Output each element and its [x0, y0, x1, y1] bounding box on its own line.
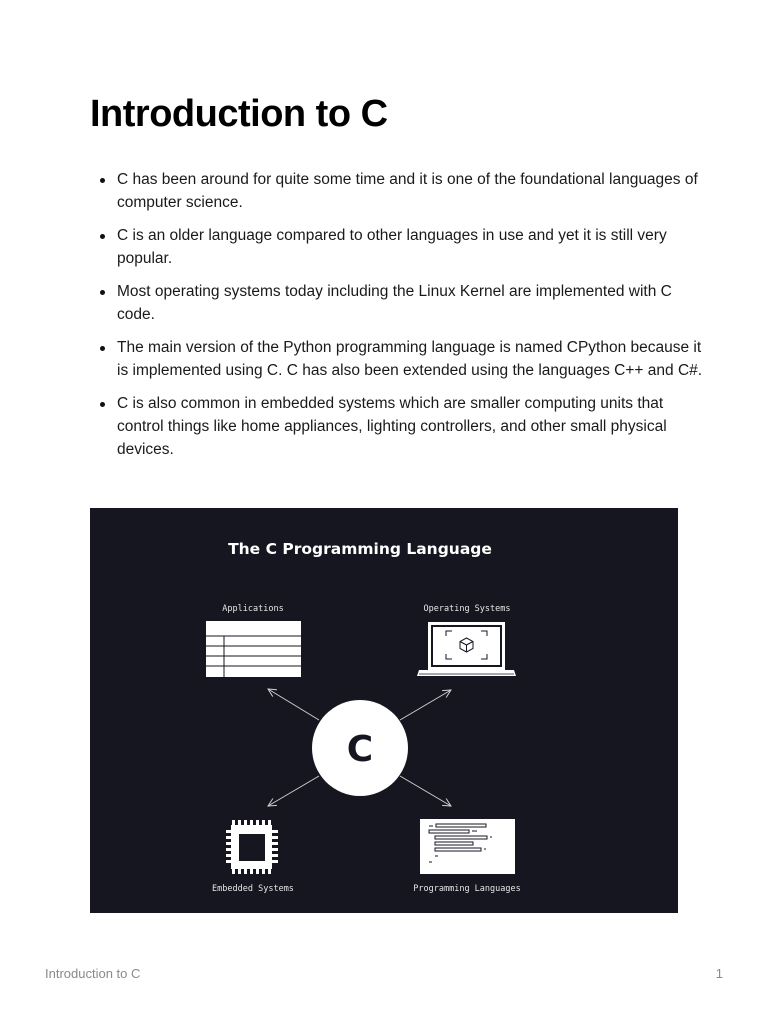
bullet-item: Most operating systems today including the Linux Kernel are implemented with C code. — [117, 280, 707, 326]
applications-label: Applications — [222, 604, 284, 614]
arrow-to-programming-languages — [400, 776, 451, 806]
programming-languages-label: Programming Languages — [413, 884, 521, 894]
bullet-list — [90, 168, 707, 471]
diagram-title: The C Programming Language — [228, 540, 492, 558]
arrow-to-embedded-systems — [268, 776, 319, 806]
page-number: 1 — [715, 966, 723, 981]
operating-systems-label: Operating Systems — [423, 604, 511, 614]
c-language-diagram — [90, 508, 678, 913]
footer-title: Introduction to C — [45, 966, 141, 981]
laptop-icon — [417, 622, 516, 676]
bullet-item: C is also common in embedded systems which are smaller computing units that control things like home appliances, lighting controllers, and other small physical devices. — [117, 392, 707, 461]
page-title: Introduction to C — [90, 93, 388, 135]
table-icon — [206, 621, 301, 677]
bullet-item: The main version of the Python programming language is named CPython because it is implemented using C. C has also been extended using the languages C++ and C#. — [117, 336, 707, 382]
chip-icon — [226, 820, 278, 874]
bullet-item: C is an older language compared to other languages in use and yet it is still very popular. — [117, 224, 707, 270]
code-icon — [420, 819, 515, 874]
embedded-systems-label: Embedded Systems — [212, 884, 294, 894]
arrow-to-operating-systems — [400, 690, 451, 720]
arrow-to-applications — [268, 689, 319, 720]
c-letter: C — [346, 729, 374, 770]
bullet-item: C has been around for quite some time and it is one of the foundational languages of computer science. — [117, 168, 707, 214]
diagram-canvas — [90, 508, 678, 913]
